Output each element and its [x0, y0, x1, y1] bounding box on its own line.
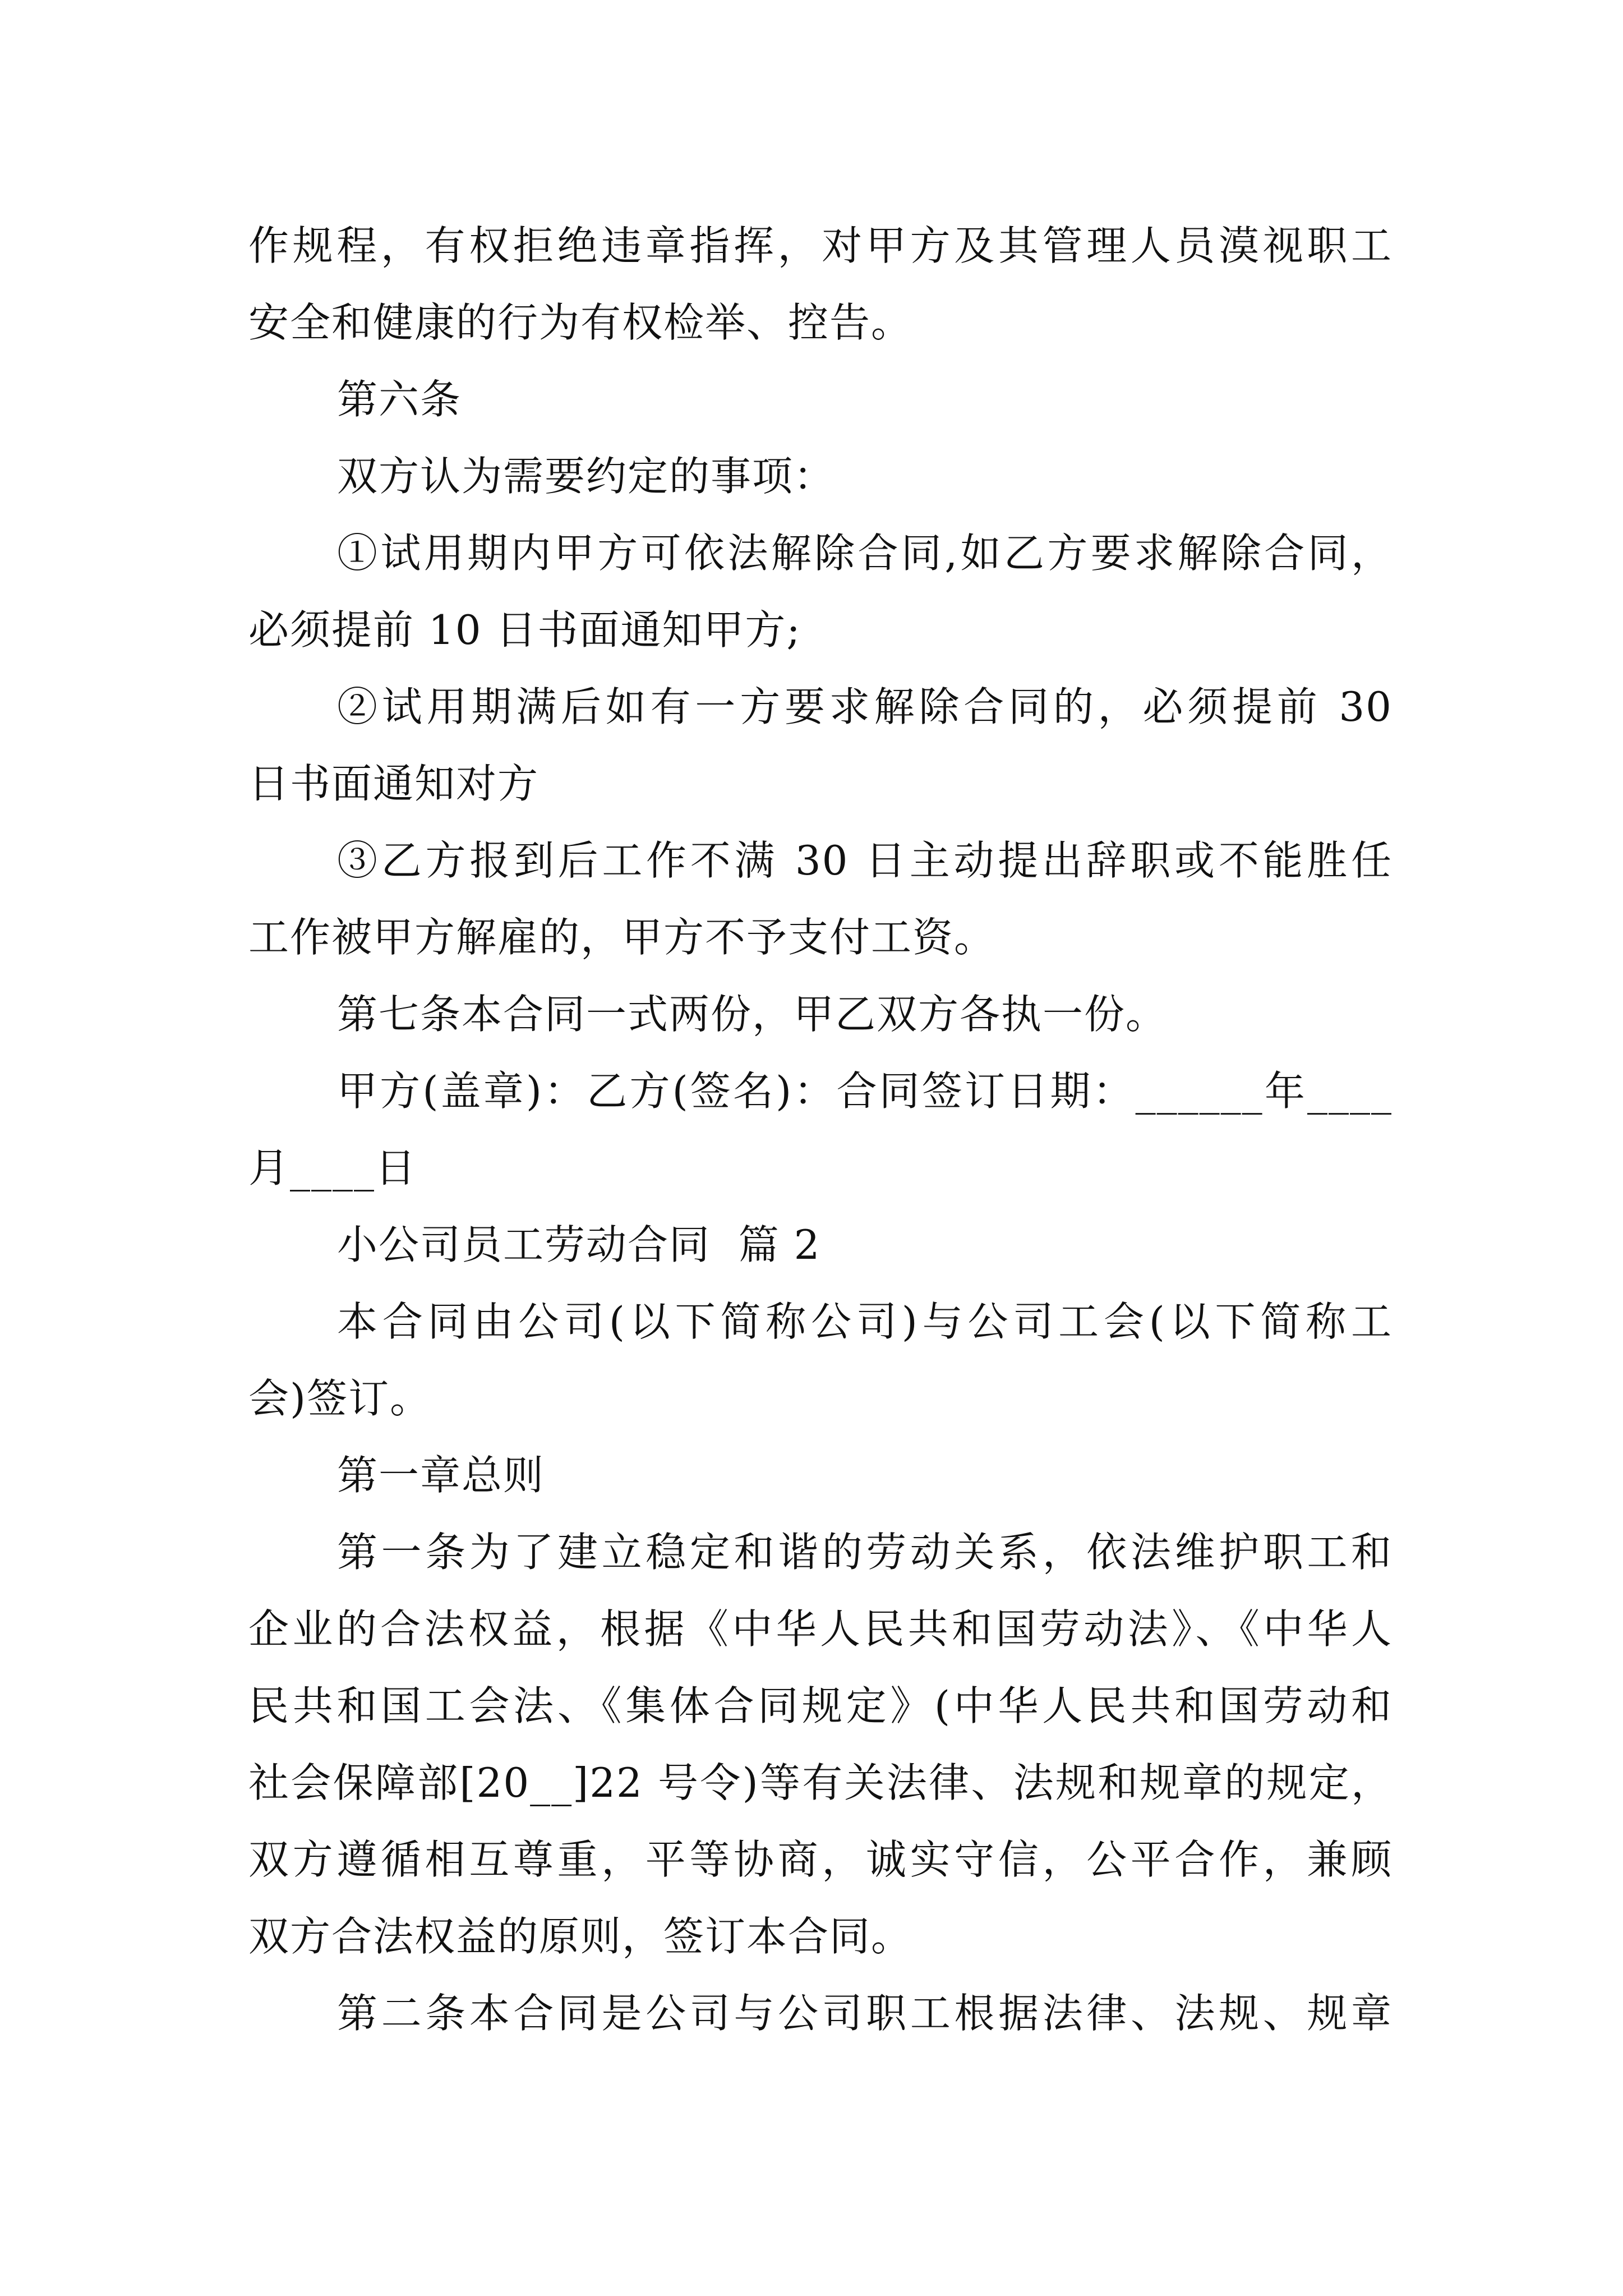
text-line-8: 日书面通知对方 [248, 760, 540, 807]
text-line-7: ②试用期满后如有一方要求解除合同的，必须提前 30 [337, 683, 1393, 730]
text-line-2: 安全和健康的行为有权检举、控告。 [248, 299, 913, 346]
text-line-23: 双方合法权益的原则，签订本合同。 [248, 1913, 913, 1960]
text-line-15: 本合同由公司(以下简称公司)与公司工会(以下简称工 [337, 1298, 1393, 1345]
text-line-9: ③乙方报到后工作不满 30 日主动提出辞职或不能胜任 [337, 837, 1393, 884]
text-line-13: 月____日 [248, 1144, 417, 1191]
text-line-6: 必须提前 10 日书面通知甲方; [248, 606, 801, 654]
text-line-1: 作规程，有权拒绝违章指挥，对甲方及其管理人员漠视职工 [248, 222, 1393, 269]
text-line-21: 社会保障部[20__]22 号令)等有关法律、法规和规章的规定， [248, 1759, 1393, 1806]
document-body [248, 208, 1393, 2052]
text-line-24: 第二条本合同是公司与公司职工根据法律、法规、规章 [337, 1990, 1393, 2037]
section-heading: 小公司员工劳动合同 篇 2 [337, 1221, 821, 1268]
text-line-5: ①试用期内甲方可依法解除合同,如乙方要求解除合同， [337, 530, 1393, 577]
text-line-22: 双方遵循相互尊重，平等协商，诚实守信，公平合作，兼顾 [248, 1836, 1393, 1883]
text-line-10: 工作被甲方解雇的，甲方不予支付工资。 [248, 914, 996, 961]
text-line-12: 甲方(盖章)：乙方(签名)：合同签订日期：______年____ [337, 1068, 1393, 1115]
text-line-19: 企业的合法权益，根据《中华人民共和国劳动法》、《中华人 [248, 1605, 1393, 1653]
text-line-20: 民共和国工会法、《集体合同规定》(中华人民共和国劳动和 [248, 1682, 1393, 1729]
text-line-16: 会)签订。 [248, 1375, 432, 1422]
text-line-4: 双方认为需要约定的事项： [337, 453, 836, 500]
text-line-3: 第六条 [337, 376, 462, 423]
text-line-18: 第一条为了建立稳定和谐的劳动关系，依法维护职工和 [337, 1529, 1393, 1576]
chapter-heading: 第一章总则 [337, 1452, 545, 1499]
text-line-11: 第七条本合同一式两份，甲乙双方各执一份。 [337, 991, 1168, 1038]
